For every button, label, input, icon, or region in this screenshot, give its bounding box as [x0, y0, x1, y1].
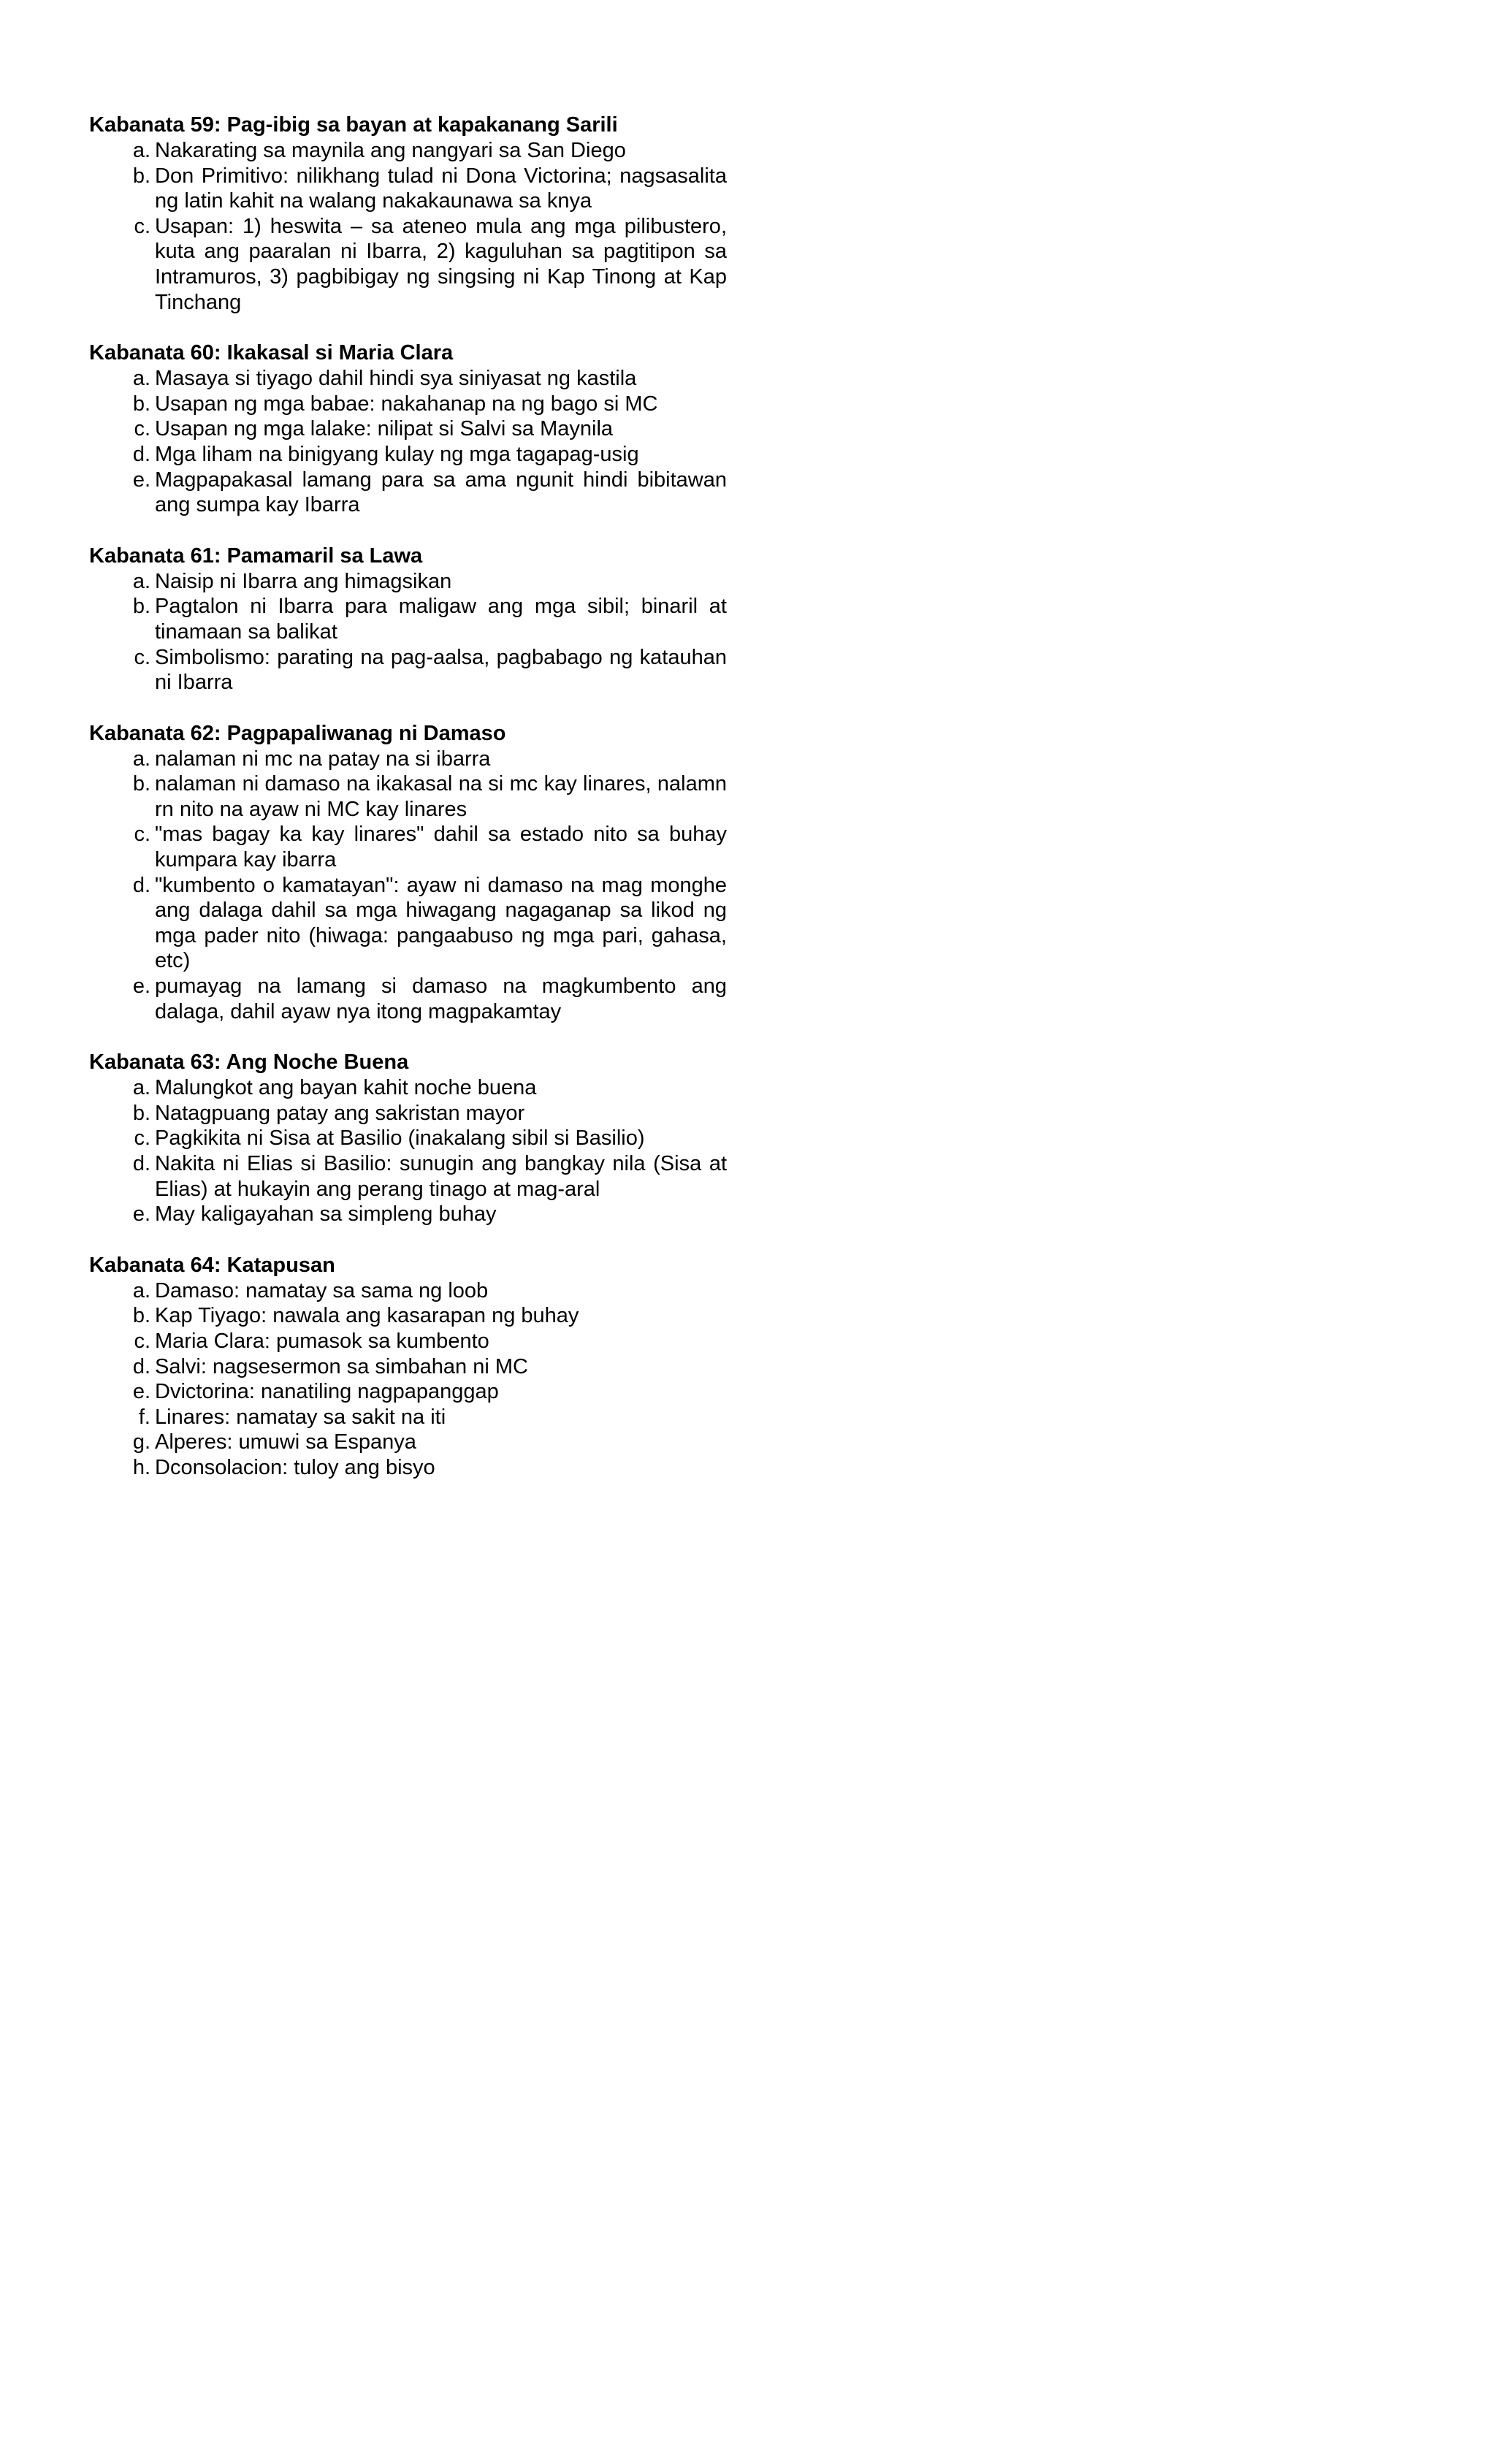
- list-item: [89, 164, 727, 214]
- list-item: [89, 1455, 727, 1481]
- list-item-text: Don Primitivo: nilikhang tulad ni Dona Victorina; nagsasalita ng latin kahit na walang nakakaunawa sa knya: [155, 164, 727, 213]
- chapter-title: Kabanata 60: Ikakasal si Maria Clara: [89, 341, 454, 365]
- list-marker: d.: [132, 1152, 150, 1175]
- chapter-59: [89, 112, 727, 315]
- list-marker: b.: [132, 164, 150, 188]
- list-item: [89, 1101, 727, 1126]
- list-item: [89, 442, 727, 468]
- list-marker: a.: [132, 569, 150, 593]
- list-item: [89, 1075, 727, 1101]
- list-marker: d.: [132, 873, 150, 897]
- list-item-text: Linares: namatay sa sakit na iti: [155, 1405, 446, 1429]
- list-item: [89, 468, 727, 518]
- list-item-text: Usapan: 1) heswita – sa ateneo mula ang mga pilibustero, kuta ang paaralan ni Ibarra, 2) kaguluhan sa pagtitipon sa Intramuros, 3) pagbibigay ng singsing ni Kap Tinong at Kap Tinchang: [155, 214, 727, 314]
- list-marker: c.: [134, 1329, 150, 1353]
- list-item: [89, 747, 727, 772]
- list-item-text: Simbolismo: parating na pag-aalsa, pagbabago ng katauhan ni Ibarra: [155, 645, 727, 695]
- list-marker: g.: [132, 1430, 150, 1454]
- chapter-60: [89, 340, 727, 518]
- list-marker: e.: [132, 1202, 150, 1227]
- list-marker: f.: [138, 1405, 150, 1429]
- list-marker: e.: [132, 468, 150, 492]
- chapter-64: [89, 1253, 727, 1481]
- list-item-text: Dvictorina: nanatiling nagpapanggap: [155, 1380, 499, 1404]
- list-marker: c.: [134, 823, 150, 847]
- list-item: [89, 1202, 727, 1227]
- list-item: [89, 1126, 727, 1151]
- list-marker: a.: [132, 1278, 150, 1302]
- list-item-text: "mas bagay ka kay linares" dahil sa estado nito sa buhay kumpara kay ibarra: [155, 823, 727, 872]
- chapter-61: [89, 543, 727, 695]
- list-marker: b.: [132, 1304, 150, 1328]
- list-item-text: Pagtalon ni Ibarra para maligaw ang mga sibil; binaril at tinamaan sa balikat: [155, 595, 727, 644]
- list-marker: c.: [134, 214, 150, 238]
- list-item: [89, 1379, 727, 1405]
- chapter-title: Kabanata 59: Pag-ibig sa bayan at kapakanang Sarili: [89, 113, 618, 137]
- chapter-title: Kabanata 62: Pagpapaliwanag ni Damaso: [89, 721, 506, 745]
- list-item-text: nalaman ni mc na patay na si ibarra: [155, 747, 491, 771]
- list-item-text: pumayag na lamang si damaso na magkumbento ang dalaga, dahil ayaw nya itong magpakamtay: [155, 974, 727, 1023]
- list-marker: d.: [132, 442, 150, 466]
- list-item-text: Usapan ng mga babae: nakahanap na ng bago si MC: [155, 392, 658, 416]
- list-marker: c.: [134, 417, 150, 441]
- list-item-text: Pagkikita ni Sisa at Basilio (inakalang sibil si Basilio): [155, 1126, 645, 1151]
- chapter-item-list: [89, 138, 727, 315]
- list-item-text: Nakita ni Elias si Basilio: sunugin ang bangkay nila (Sisa at Elias) at hukayin ang perang tinago at mag-aral: [155, 1152, 727, 1201]
- list-item: [89, 974, 727, 1024]
- list-item: [89, 1278, 727, 1304]
- list-marker: b.: [132, 595, 150, 619]
- chapter-title: Kabanata 61: Pamamaril sa Lawa: [89, 543, 423, 568]
- list-item-text: Maria Clara: pumasok sa kumbento: [155, 1329, 489, 1353]
- list-item: [89, 366, 727, 392]
- list-marker: d.: [132, 1354, 150, 1378]
- list-item-text: Mga liham na binigyang kulay ng mga tagapag-usig: [155, 442, 639, 466]
- list-item-text: Usapan ng mga lalake: nilipat si Salvi sa Maynila: [155, 417, 614, 441]
- list-item: [89, 771, 727, 822]
- list-item-text: Alperes: umuwi sa Espanya: [155, 1430, 416, 1454]
- list-marker: a.: [132, 747, 150, 771]
- list-item-text: Kap Tiyago: nawala ang kasarapan ng buhay: [155, 1304, 579, 1328]
- list-item: [89, 1354, 727, 1380]
- chapter-item-list: [89, 569, 727, 695]
- list-item-text: Salvi: nagsesermon sa simbahan ni MC: [155, 1354, 528, 1378]
- list-item-text: nalaman ni damaso na ikakasal na si mc kay linares, nalamn rn nito na ayaw ni MC kay linares: [155, 772, 727, 821]
- chapter-item-list: [89, 1075, 727, 1227]
- list-item: [89, 1151, 727, 1202]
- list-marker: b.: [132, 1101, 150, 1125]
- list-item: [89, 569, 727, 595]
- chapter-item-list: [89, 747, 727, 1025]
- list-marker: e.: [132, 974, 150, 999]
- list-item-text: "kumbento o kamatayan": ayaw ni damaso na mag monghe ang dalaga dahil sa mga hiwagang nagaganap sa likod ng mga pader nito (hiwaga: pangaabuso ng mga pari, gahasa, etc): [155, 873, 727, 973]
- chapter-63: [89, 1050, 727, 1227]
- list-marker: c.: [134, 645, 150, 669]
- list-item: [89, 1430, 727, 1455]
- list-item-text: Dconsolacion: tuloy ang bisyo: [155, 1455, 435, 1479]
- chapter-title: Kabanata 64: Katapusan: [89, 1253, 335, 1277]
- list-item-text: Nakarating sa maynila ang nangyari sa San Diego: [155, 139, 626, 162]
- list-item-text: Masaya si tiyago dahil hindi sya siniyasat ng kastila: [155, 367, 637, 391]
- list-item-text: Malungkot ang bayan kahit noche buena: [155, 1076, 537, 1100]
- list-item-text: Damaso: namatay sa sama ng loob: [155, 1278, 489, 1302]
- list-marker: h.: [132, 1455, 150, 1479]
- list-item-text: Naisip ni Ibarra ang himagsikan: [155, 569, 452, 593]
- list-item: [89, 645, 727, 695]
- list-item: [89, 822, 727, 872]
- list-marker: b.: [132, 772, 150, 796]
- list-item: [89, 392, 727, 417]
- list-item: [89, 138, 727, 164]
- list-marker: a.: [132, 139, 150, 162]
- list-item-text: Natagpuang patay ang sakristan mayor: [155, 1101, 525, 1125]
- list-item: [89, 416, 727, 442]
- chapter-title: Kabanata 63: Ang Noche Buena: [89, 1050, 409, 1075]
- list-item: [89, 1303, 727, 1329]
- list-marker: c.: [134, 1126, 150, 1151]
- list-item: [89, 873, 727, 974]
- chapter-62: [89, 721, 727, 1025]
- list-marker: a.: [132, 1076, 150, 1100]
- list-item: [89, 594, 727, 644]
- document-page: [89, 112, 727, 1506]
- list-marker: a.: [132, 367, 150, 391]
- list-item: [89, 1405, 727, 1430]
- list-item: [89, 214, 727, 315]
- list-item: [89, 1329, 727, 1354]
- list-item-text: May kaligayahan sa simpleng buhay: [155, 1202, 497, 1227]
- list-marker: e.: [132, 1380, 150, 1404]
- chapter-item-list: [89, 1278, 727, 1481]
- chapter-item-list: [89, 366, 727, 518]
- list-item-text: Magpapakasal lamang para sa ama ngunit hindi bibitawan ang sumpa kay Ibarra: [155, 468, 727, 517]
- list-marker: b.: [132, 392, 150, 416]
